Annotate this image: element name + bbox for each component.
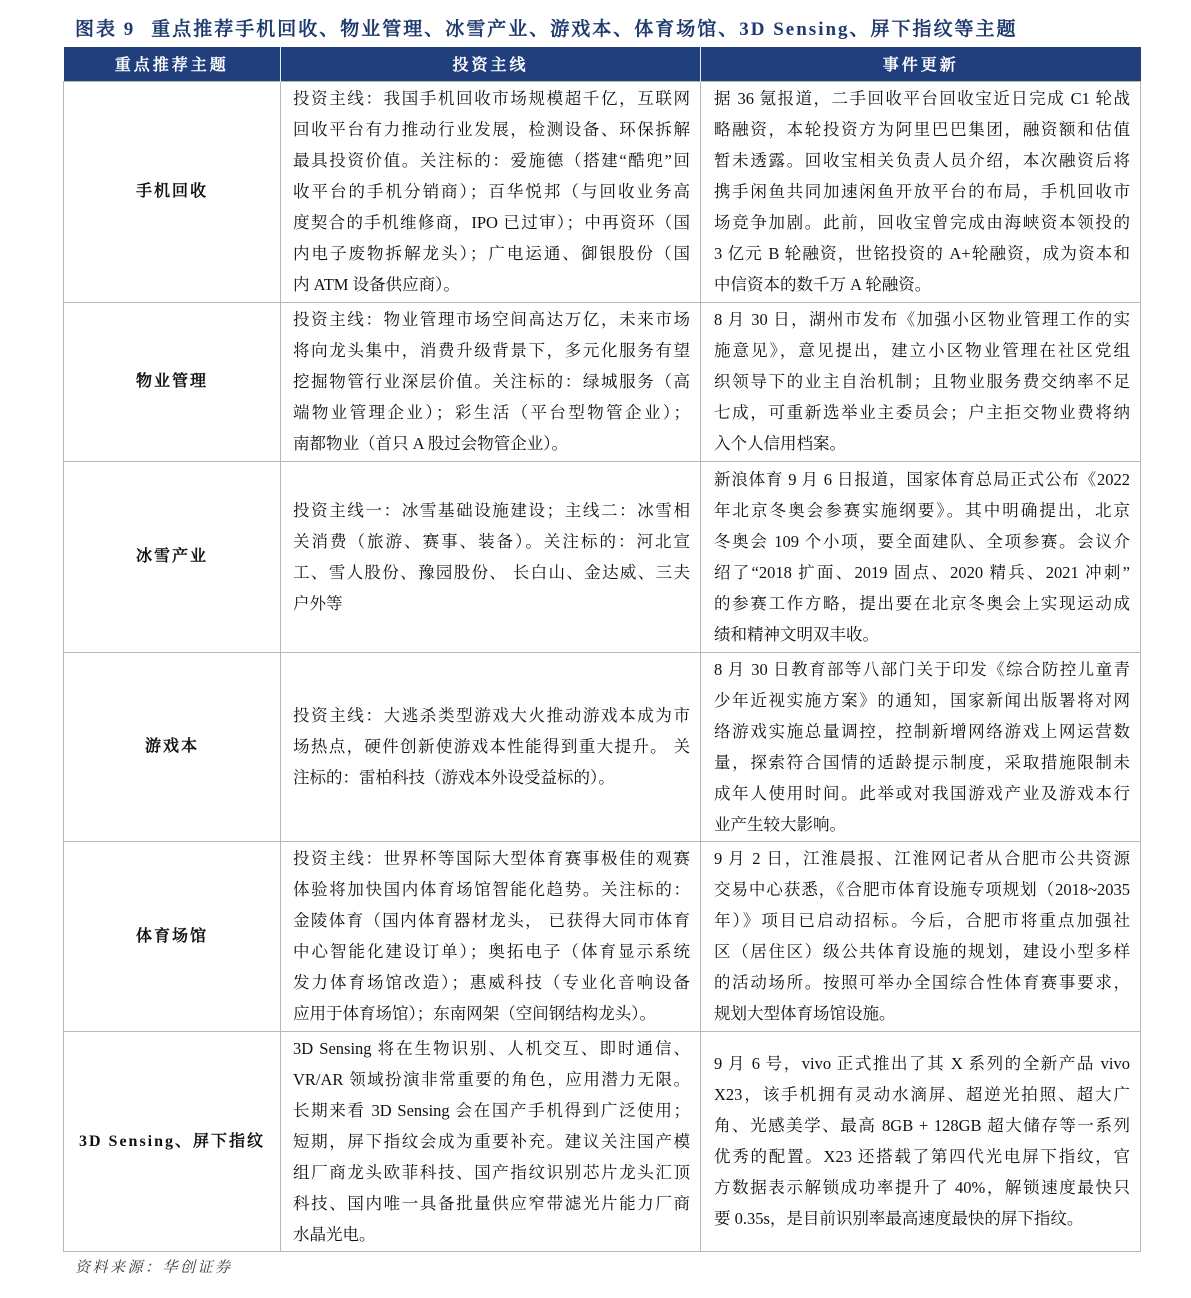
source-note: 资料来源：华创证券 [75, 1260, 233, 1276]
event-line: 9 月 6 号，vivo 正式推出了其 X 系列的全新产品 vivo [714, 1054, 1130, 1073]
table-row [64, 81, 1141, 302]
event-line: 的参赛工作方略，提出要在北京冬奥会上实现运动成 [714, 593, 1130, 613]
thesis-line: 端物业管理企业）；彩生活（平台型物管企业）； [293, 403, 690, 422]
event-line: 角、光感美学、最高 8GB + 128GB 超大储存等一系列 [714, 1116, 1130, 1135]
thesis-line: 投资主线：我国手机回收市场规模超千亿，互联网 [293, 89, 690, 108]
theme-cell [64, 841, 281, 1031]
thesis-cell [281, 302, 701, 461]
event-line: 区（居住区）级公共体育设施的规划，建设小型多样 [714, 942, 1130, 961]
event-line: 织领导下的业主自治机制；且物业服务费交纳率不足 [714, 372, 1130, 391]
thesis-line: 科技、国内唯一具备批量供应窄带滤光片能力厂商 [293, 1193, 690, 1213]
event-line: 暂未透露。回收宝相关负责人员介绍，本次融资后将 [714, 151, 1130, 170]
event-line: 中信资本的数千万 A 轮融资。 [714, 275, 932, 294]
thesis-line: 投资主线：大逃杀类型游戏大火推动游戏本成为市 [293, 706, 690, 725]
theme-cell [64, 81, 281, 302]
table-row [64, 461, 1141, 652]
theme-cell [64, 1031, 281, 1251]
event-line: 年）》项目已启动招标。今后，合肥市将重点加强社 [714, 911, 1130, 930]
table-row [64, 1031, 1141, 1251]
thesis-line: 金陵体育（国内体育器材龙头， 已获得大同市体育 [293, 911, 690, 930]
event-line: 年北京冬奥会参赛实施纲要》。其中明确提出，北京 [714, 500, 1130, 520]
event-line: 方数据表示解锁成功率提升了 40%，解锁速度最快只 [714, 1178, 1130, 1197]
event-line: 的活动场所。按照可举办全国综合性体育赛事要求， [714, 973, 1130, 992]
thesis-line: 南都物业（首只 A 股过会物管企业）。 [293, 434, 569, 453]
theme-label: 3D Sensing、屏下指纹 [78, 1132, 266, 1150]
thesis-line: VR/AR 领域扮演非常重要的角色，应用潜力无限。 [293, 1069, 690, 1089]
event-line: 绩和精神文明双丰收。 [714, 624, 879, 644]
thesis-line: 挖掘物管行业深层价值。关注标的：绿城服务（高 [293, 372, 690, 391]
thesis-line: 投资主线：世界杯等国际大型体育赛事极佳的观赛 [293, 849, 690, 868]
thesis-line: 场热点，硬件创新使游戏本性能得到重大提升。 关 [293, 737, 690, 756]
event-line: 3 亿元 B 轮融资，世铭投资的 A+轮融资，成为资本和 [714, 244, 1130, 263]
event-line: 成年人使用时间。此举或对我国游戏产业及游戏本行 [714, 783, 1130, 803]
events-cell [701, 81, 1141, 302]
event-line: 少年近视实施方案》的通知，国家新闻出版署将对网 [714, 690, 1130, 710]
figure-title: 重点推荐手机回收、物业管理、冰雪产业、游戏本、体育场馆、3D Sensing、屏下指纹等主题 [151, 19, 1018, 40]
events-cell [701, 841, 1141, 1031]
theme-label: 游戏本 [144, 738, 199, 755]
event-line: 入个人信用档案。 [714, 434, 846, 453]
thesis-line: 发力体育场馆改造）；惠威科技（专业化音响设备 [293, 973, 690, 992]
events-cell [701, 461, 1141, 652]
figure-caption [75, 16, 1018, 44]
theme-cell [64, 461, 281, 652]
event-line: 9 月 2 日，江淮晨报、江淮网记者从合肥市公共资源 [714, 849, 1130, 868]
event-line: 优秀的配置。X23 还搭载了第四代光电屏下指纹，官 [714, 1147, 1130, 1166]
thesis-line: 将向龙头集中，消费升级背景下，多元化服务有望 [293, 341, 690, 360]
event-line: 略融资，本轮投资方为阿里巴巴集团，融资额和估值 [714, 120, 1130, 139]
thesis-line: 应用于体育场馆）；东南网架（空间钢结构龙头）。 [293, 1004, 656, 1023]
event-line: X23，该手机拥有灵动水滴屏、超逆光拍照、超大广 [714, 1085, 1130, 1104]
event-line: 七成，可重新选举业主委员会；户主拒交物业费将纳 [714, 403, 1130, 422]
thesis-cell [281, 81, 701, 302]
thesis-line: 3D Sensing 将在生物识别、人机交互、即时通信、 [293, 1038, 690, 1058]
thesis-line: 短期，屏下指纹会成为重要补充。建议关注国产模 [293, 1131, 690, 1151]
event-line: 冬奥会 109 个小项，要全面建队、全项参赛。会议介 [714, 531, 1130, 551]
events-cell [701, 652, 1141, 841]
table-header [64, 47, 1141, 81]
theme-label: 物业管理 [135, 373, 208, 390]
theme-label: 冰雪产业 [135, 548, 208, 565]
column-header-thesis: 投资主线 [281, 47, 701, 81]
table-row [64, 652, 1141, 841]
thesis-line: 中心智能化建设订单）；奥拓电子（体育显示系统 [293, 942, 690, 961]
thesis-line: 投资主线一：冰雪基础设施建设；主线二：冰雪相 [293, 500, 690, 520]
thesis-line: 注标的：雷柏科技（游戏本外设受益标的）。 [293, 768, 615, 787]
column-header-theme: 重点推荐主题 [64, 47, 281, 81]
events-cell [701, 1031, 1141, 1251]
theme-cell [64, 652, 281, 841]
thesis-line: 最具投资价值。关注标的：爱施德（搭建“酷兜”回 [293, 151, 690, 170]
thesis-cell [281, 841, 701, 1031]
thesis-cell [281, 652, 701, 841]
thesis-line: 户外等 [293, 593, 343, 613]
event-line: 要 0.35s，是目前识别率最高速度最快的屏下指纹。 [714, 1209, 1084, 1228]
events-cell [701, 302, 1141, 461]
thesis-cell [281, 461, 701, 652]
thesis-line: 组厂商龙头欧菲科技、国产指纹识别芯片龙头汇顶 [293, 1162, 690, 1182]
event-line: 业产生较大影响。 [714, 814, 846, 834]
event-line: 交易中心获悉，《合肥市体育设施专项规划（2018~2035 [714, 880, 1130, 899]
event-line: 绍了“2018 扩面、2019 固点、2020 精兵、2021 冲刺” [714, 562, 1130, 582]
thesis-line: 投资主线：物业管理市场空间高达万亿，未来市场 [293, 310, 690, 329]
event-line: 8 月 30 日，湖州市发布《加强小区物业管理工作的实 [714, 310, 1130, 329]
event-line: 新浪体育 9 月 6 日报道，国家体育总局正式公布《2022 [714, 469, 1130, 489]
thesis-line: 收平台的手机分销商）；百华悦邦（与回收业务高 [293, 182, 690, 201]
thesis-cell [281, 1031, 701, 1251]
table-body [64, 81, 1141, 1251]
thesis-line: 水晶光电。 [293, 1224, 376, 1244]
event-line: 8 月 30 日教育部等八部门关于印发《综合防控儿童青 [714, 659, 1130, 679]
thesis-line: 体验将加快国内体育场馆智能化趋势。关注标的： [293, 880, 690, 899]
thesis-line: 回收平台有力推动行业发展，检测设备、环保拆解 [293, 120, 690, 139]
event-line: 络游戏实施总量调控，控制新增网络游戏上网运营数 [714, 721, 1130, 741]
header-row [64, 47, 1141, 81]
table-row [64, 302, 1141, 461]
thesis-line: 长期来看 3D Sensing 会在国产手机得到广泛使用； [293, 1100, 690, 1120]
column-header-events: 事件更新 [701, 47, 1141, 81]
table-row [64, 841, 1141, 1031]
themes-table [63, 47, 1141, 1252]
event-line: 据 36 氪报道，二手回收平台回收宝近日完成 C1 轮战 [714, 89, 1130, 108]
thesis-line: 内 ATM 设备供应商）。 [293, 275, 460, 294]
thesis-line: 关消费（旅游、赛事、装备）。关注标的：河北宣 [293, 531, 690, 551]
theme-cell [64, 302, 281, 461]
theme-label: 体育场馆 [135, 927, 208, 945]
event-line: 场竞争加剧。此前，回收宝曾完成由海峡资本领投的 [714, 213, 1130, 232]
thesis-line: 度契合的手机维修商，IPO 已过审）；中再资环（国 [293, 213, 690, 232]
event-line: 量，探索符合国情的适龄提示制度，采取措施限制未 [714, 752, 1130, 772]
thesis-line: 内电子废物拆解龙头）；广电运通、御银股份（国 [293, 244, 690, 263]
event-line: 携手闲鱼共同加速闲鱼开放平台的布局，手机回收市 [714, 182, 1130, 201]
thesis-line: 工、雪人股份、豫园股份、 长白山、金达威、三夫 [293, 562, 690, 582]
event-line: 施意见》，意见提出，建立小区物业管理在社区党组 [714, 341, 1130, 360]
theme-label: 手机回收 [135, 183, 208, 200]
event-line: 规划大型体育场馆设施。 [714, 1004, 896, 1023]
figure-label: 图表 9 [75, 19, 136, 40]
